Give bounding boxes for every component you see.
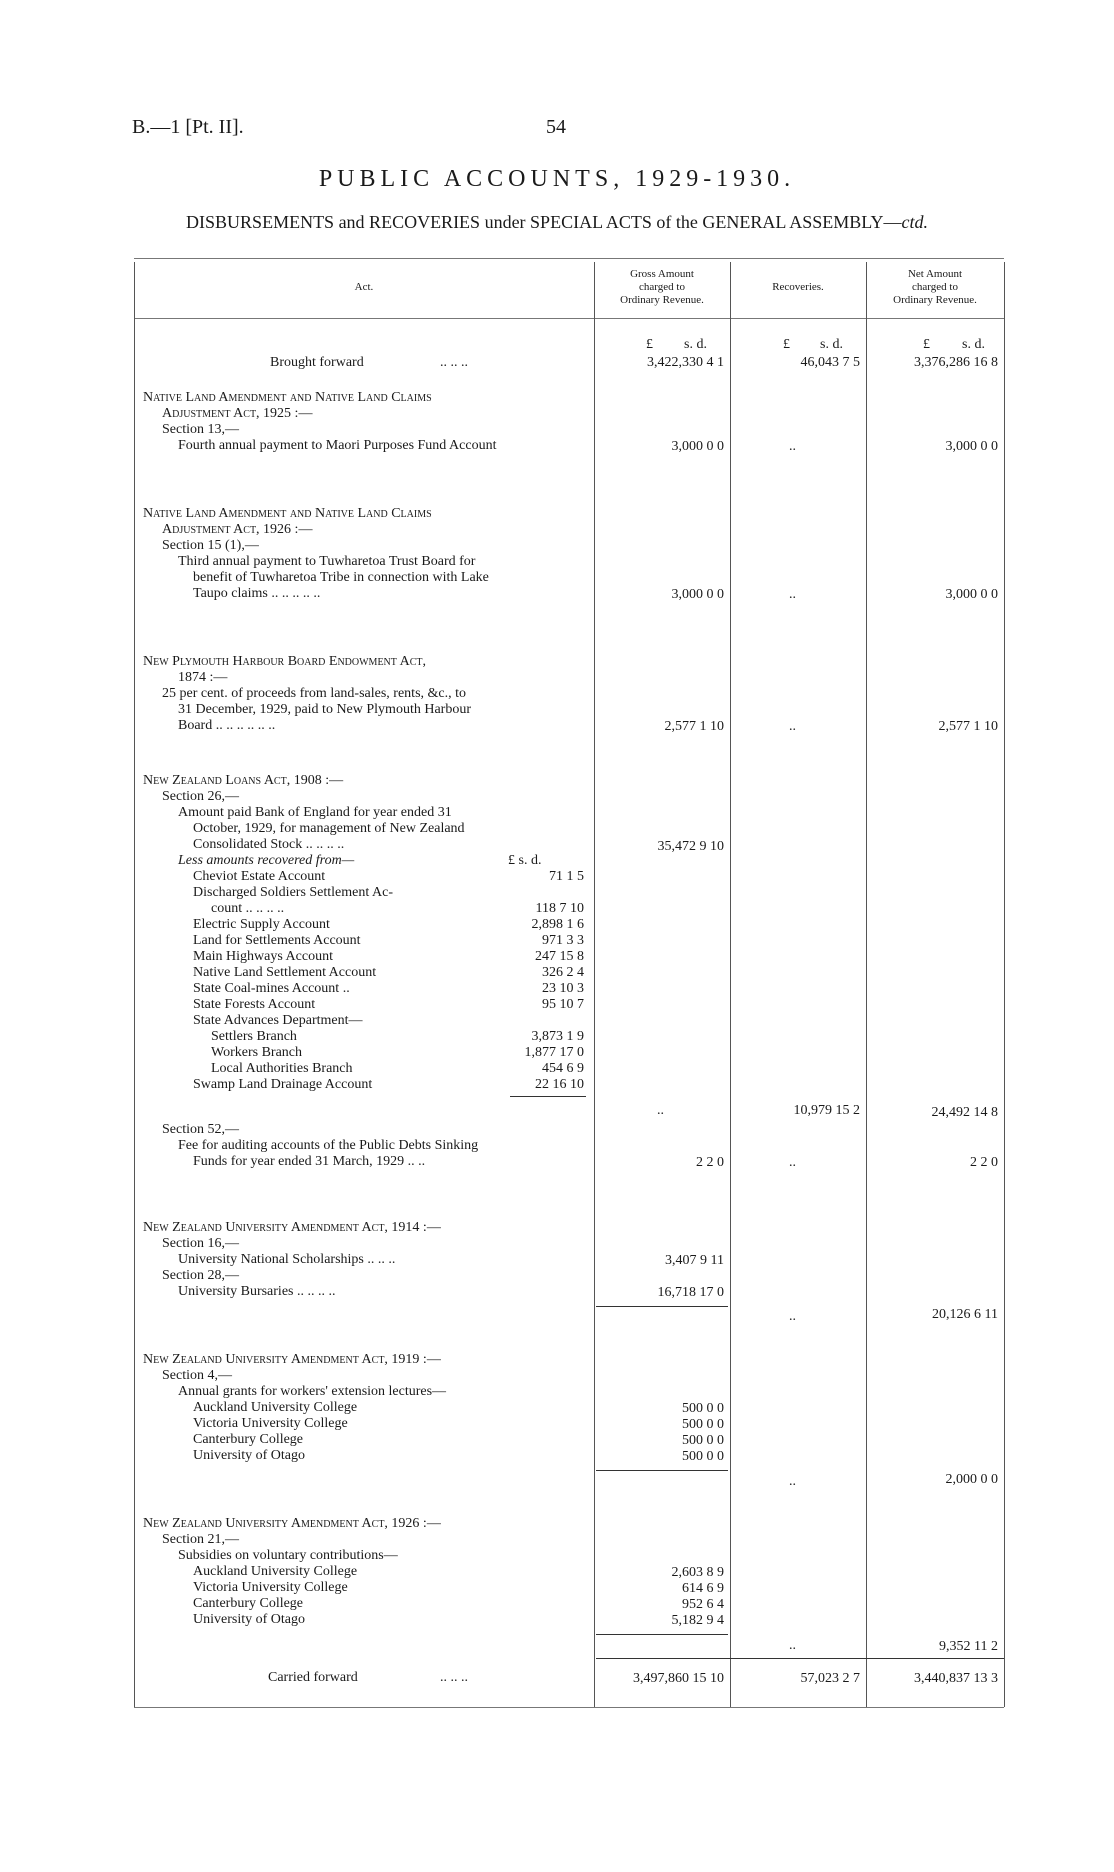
brought-forward-gross: 3,422,330 4 1 — [647, 355, 724, 370]
loans-subtotal-recoveries: 10,979 15 2 — [793, 1103, 860, 1118]
univ1926-item-gross: 2,603 8 9 — [671, 1565, 724, 1580]
divider-gross — [594, 262, 595, 1707]
loans-line-2: October, 1929, for management of New Zealand — [193, 821, 465, 836]
univ1919-item: University of Otago — [193, 1448, 305, 1463]
recovered-name: Electric Supply Account — [193, 917, 330, 932]
univ1926-item-gross: 614 6 9 — [682, 1581, 724, 1596]
loans-s52-recoveries: .. — [789, 1155, 796, 1170]
loans-section-26: Section 26,— — [162, 789, 239, 804]
univ1926-item-gross: 952 6 4 — [682, 1597, 724, 1612]
recovered-name: Local Authorities Branch — [211, 1061, 353, 1076]
act-heading-nph-l2: 1874 :— — [178, 670, 228, 685]
unit-net-pound: £ — [923, 337, 930, 352]
unit-net-sd: s. d. — [962, 337, 985, 352]
act-heading-nph-l1: New Plymouth Harbour Board Endowment Act, — [143, 654, 426, 669]
recovered-name: State Advances Department— — [193, 1013, 363, 1028]
univ1919-item: Canterbury College — [193, 1432, 304, 1447]
act-1926-gross: 3,000 0 0 — [671, 587, 724, 602]
act-1925-net: 3,000 0 0 — [945, 439, 998, 454]
act-nph-net: 2,577 1 10 — [938, 719, 998, 734]
act-1925-gross: 3,000 0 0 — [671, 439, 724, 454]
brought-forward-net: 3,376,286 16 8 — [914, 355, 998, 370]
recovered-name: State Coal-mines Account .. — [193, 981, 350, 996]
unit-rec-pound: £ — [783, 337, 790, 352]
act-nph-gross: 2,577 1 10 — [664, 719, 724, 734]
univ1914-section-28: Section 28,— — [162, 1268, 239, 1283]
univ1914-subtotal-rule — [596, 1306, 728, 1307]
univ1919-subtotal-rule — [596, 1470, 728, 1471]
univ1926-sub: Subsidies on voluntary contributions— — [178, 1548, 398, 1563]
col-head-gross-l3: Ordinary Revenue. — [620, 294, 704, 306]
act-1926-recoveries: .. — [789, 587, 796, 602]
act-1926-line-1: Section 15 (1),— — [162, 538, 259, 553]
univ1919-item: Victoria University College — [193, 1416, 348, 1431]
univ1914-item-scholarships: University National Scholarships .. .. .. — [178, 1252, 396, 1267]
col-head-act: Act. — [354, 281, 374, 293]
univ1919-item-gross: 500 0 0 — [682, 1449, 724, 1464]
recovered-name: Swamp Land Drainage Account — [193, 1077, 373, 1092]
act-1926-line-2: Third annual payment to Tuwharetoa Trust Board for — [178, 554, 476, 569]
col-head-gross — [594, 268, 730, 307]
recovered-name: Workers Branch — [211, 1045, 303, 1060]
act-nph-line-3: Board .. .. .. .. .. .. — [178, 718, 276, 733]
page-title: PUBLIC ACCOUNTS, 1929-1930. — [318, 166, 796, 192]
univ1919-item-gross: 500 0 0 — [682, 1433, 724, 1448]
univ1914-item-bursaries: University Bursaries .. .. .. .. — [178, 1284, 336, 1299]
recovered-name: State Forests Account — [193, 997, 316, 1012]
loans-line-3: Consolidated Stock .. .. .. .. — [193, 837, 345, 852]
univ1926-item-gross: 5,182 9 4 — [671, 1613, 724, 1628]
brought-forward-recoveries: 46,043 7 5 — [800, 355, 860, 370]
loans-section-52: Section 52,— — [162, 1122, 239, 1137]
recovered-amount: 23 10 3 — [542, 981, 584, 996]
univ1926-section-21: Section 21,— — [162, 1532, 239, 1547]
recovered-amount: 71 1 5 — [549, 869, 584, 884]
recovered-name: Main Highways Account — [193, 949, 333, 964]
univ1919-item-gross: 500 0 0 — [682, 1417, 724, 1432]
col-head-gross-l2: charged to — [639, 281, 685, 293]
univ1914-scholarships-gross: 3,407 9 11 — [665, 1253, 724, 1268]
carried-forward-net: 3,440,837 13 3 — [914, 1671, 998, 1686]
carried-forward-label: Carried forward — [268, 1670, 358, 1685]
col-head-recoveries: Recoveries. — [772, 281, 824, 293]
recovered-name: Land for Settlements Account — [193, 933, 361, 948]
recovered-name: Settlers Branch — [211, 1029, 297, 1044]
unit-rec-sd: s. d. — [820, 337, 843, 352]
act-heading-1926-l1: Native Land Amendment and Native Land Claims — [143, 506, 432, 521]
act-1926-net: 3,000 0 0 — [945, 587, 998, 602]
act-heading-1925-l2: Adjustment Act, 1925 :— — [162, 406, 313, 421]
act-heading-loans: New Zealand Loans Act, 1908 :— — [143, 773, 344, 788]
act-heading-univ-1919: New Zealand University Amendment Act, 1919 :— — [143, 1352, 441, 1367]
col-head-net-l3: Ordinary Revenue. — [893, 294, 977, 306]
univ1919-item-gross: 500 0 0 — [682, 1401, 724, 1416]
univ1919-recoveries: .. — [789, 1474, 796, 1489]
act-nph-line-1: 25 per cent. of proceeds from land-sales, rents, &c., to — [162, 686, 467, 701]
table-bottom-rule — [134, 1707, 1004, 1708]
col-head-net-l2: charged to — [912, 281, 958, 293]
col-head-gross-l1: Gross Amount — [630, 268, 694, 280]
subtitle-main: DISBURSEMENTS and RECOVERIES under SPECIAL ACTS of the GENERAL ASSEMBLY— — [186, 212, 902, 232]
table-top-rule — [134, 258, 1004, 259]
recovered-amount: 1,877 17 0 — [524, 1045, 584, 1060]
act-heading-1925-l1: Native Land Amendment and Native Land Claims — [143, 390, 432, 405]
recovered-amount: 326 2 4 — [542, 965, 584, 980]
page-subtitle — [0, 212, 1114, 233]
carried-forward-top-rule — [596, 1658, 1004, 1659]
loans-s52-net: 2 2 0 — [970, 1155, 998, 1170]
right-border — [1004, 262, 1005, 1707]
loans-gross: 35,472 9 10 — [657, 839, 724, 854]
univ1914-section-16: Section 16,— — [162, 1236, 239, 1251]
act-1925-line-1: Section 13,— — [162, 422, 239, 437]
act-1926-line-4: Taupo claims .. .. .. .. .. — [193, 586, 321, 601]
act-heading-univ-1914: New Zealand University Amendment Act, 1914 :— — [143, 1220, 441, 1235]
act-1925-recoveries: .. — [789, 439, 796, 454]
left-border — [134, 262, 135, 1707]
brought-forward-leader: .. .. .. — [440, 355, 468, 370]
divider-recoveries — [730, 262, 731, 1707]
recovered-amount: 247 15 8 — [535, 949, 584, 964]
recovered-name: Cheviot Estate Account — [193, 869, 326, 884]
recovered-name: Discharged Soldiers Settlement Ac- — [193, 885, 393, 900]
recovered-amount: 454 6 9 — [542, 1061, 584, 1076]
univ1926-item: Victoria University College — [193, 1580, 348, 1595]
carried-forward-leader: .. .. .. — [440, 1670, 468, 1685]
recovered-amount: 22 16 10 — [535, 1077, 584, 1092]
univ1914-net: 20,126 6 11 — [932, 1307, 998, 1322]
act-heading-univ-1926: New Zealand University Amendment Act, 1926 :— — [143, 1516, 441, 1531]
univ1919-sub: Annual grants for workers' extension lectures— — [178, 1384, 447, 1399]
univ1914-recoveries: .. — [789, 1309, 796, 1324]
divider-net — [866, 262, 867, 1707]
recovered-amount: 95 10 7 — [542, 997, 584, 1012]
page-number: 54 — [546, 116, 566, 138]
carried-forward-gross: 3,497,860 15 10 — [633, 1671, 724, 1686]
act-heading-1926-l2: Adjustment Act, 1926 :— — [162, 522, 313, 537]
recovered-amount: 2,898 1 6 — [531, 917, 584, 932]
brought-forward-label: Brought forward — [270, 355, 364, 370]
act-nph-line-2: 31 December, 1929, paid to New Plymouth Harbour — [178, 702, 471, 717]
act-1926-line-3: benefit of Tuwharetoa Tribe in connection with Lake — [193, 570, 489, 585]
col-head-net — [866, 268, 1004, 307]
document-reference: B.—1 [Pt. II]. — [132, 116, 244, 138]
act-nph-recoveries: .. — [789, 719, 796, 734]
univ1926-subtotal-rule — [596, 1634, 728, 1635]
univ1919-section-4: Section 4,— — [162, 1368, 232, 1383]
act-1925-line-2: Fourth annual payment to Maori Purposes Fund Account — [178, 438, 497, 453]
recovered-amount: 3,873 1 9 — [531, 1029, 584, 1044]
univ1926-item: Auckland University College — [193, 1564, 358, 1579]
univ1919-net: 2,000 0 0 — [945, 1472, 998, 1487]
loans-subtotal-net: 24,492 14 8 — [931, 1105, 998, 1120]
univ1914-bursaries-gross: 16,718 17 0 — [657, 1285, 724, 1300]
univ1919-item: Auckland University College — [193, 1400, 358, 1415]
recovered-name: Native Land Settlement Account — [193, 965, 377, 980]
recovered-subtotal-rule — [510, 1096, 586, 1097]
loans-line-1: Amount paid Bank of England for year ended 31 — [178, 805, 452, 820]
univ1926-item: Canterbury College — [193, 1596, 304, 1611]
header-bottom-rule — [134, 318, 1004, 319]
unit-gross-pound: £ — [646, 337, 653, 352]
univ1926-item: University of Otago — [193, 1612, 305, 1627]
recovered-name: count .. .. .. .. — [211, 901, 285, 916]
loans-s52-line-1: Fee for auditing accounts of the Public Debts Sinking — [178, 1138, 479, 1153]
subtitle-ctd: ctd. — [901, 212, 928, 232]
recovered-amount: 971 3 3 — [542, 933, 584, 948]
unit-gross-sd: s. d. — [684, 337, 707, 352]
univ1926-net: 9,352 11 2 — [939, 1639, 998, 1654]
loans-less-units: £ s. d. — [508, 853, 542, 868]
loans-s52-gross: 2 2 0 — [696, 1155, 724, 1170]
loans-less-label: Less amounts recovered from— — [178, 853, 355, 868]
col-head-net-l1: Net Amount — [907, 268, 963, 280]
recovered-amount: 118 7 10 — [535, 901, 584, 916]
carried-forward-recoveries: 57,023 2 7 — [800, 1671, 860, 1686]
loans-subtotal-gross: .. — [657, 1103, 664, 1118]
loans-s52-line-2: Funds for year ended 31 March, 1929 .. .. — [193, 1154, 426, 1169]
univ1926-recoveries: .. — [789, 1638, 796, 1653]
